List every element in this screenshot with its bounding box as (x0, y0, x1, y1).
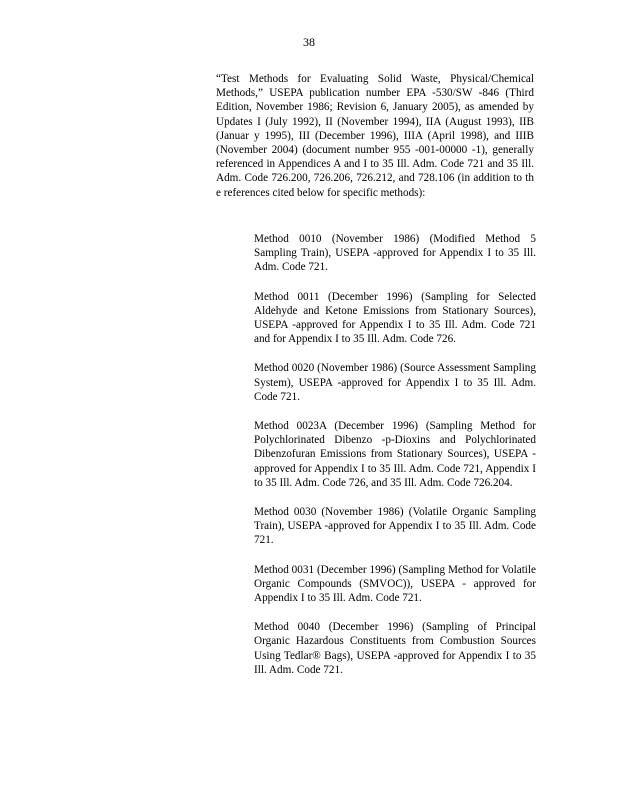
method-paragraph: Method 0040 (December 1996) (Sampling of Principal Organic Hazardous Constituents from Combustion Sources Using Tedlar® Bags), USEPA -approved for Appendix I to 35 Ill. Adm. Code 721. (254, 621, 536, 676)
method-paragraph: Method 0011 (December 1996) (Sampling for Selected Aldehyde and Ketone Emissions from Stationary Sources), USEPA -approved for Appendix I to 35 Ill. Adm. Code 721 and for Appendix I to 35 Ill. Adm. Code 726. (254, 290, 536, 346)
intro-paragraph: “Test Methods for Evaluating Solid Waste, Physical/Chemical Methods,” USEPA publication number EPA -530/SW -846 (Third Edition, November 1986; Revision 6, January 2005), as amended by Updates I (July 1992), II (November 1994), IIA (August 1993), IIB (Januar y 1995), III (December 1996), IIIA (April 1998), and IIIB (November 2004) (document number 955 -001-00000 -1), generally referenced in Appendices A and I to 35 Ill. Adm. Code 721 and 35 Ill. Adm. Code 726.200, 726.206, 726.212, and 728.106 (in addition to th e references cited below for specific methods): (216, 73, 534, 199)
method-paragraph: Method 0031 (December 1996) (Sampling Method for Volatile Organic Compounds (SMVOC)), USEPA - approved for Appendix I to 35 Ill. Adm. Code 721. (254, 563, 536, 605)
page-number: 38 (303, 35, 315, 49)
method-paragraph: Method 0020 (November 1986) (Source Assessment Sampling System), USEPA -approved for Appendix I to 35 Ill. Adm. Code 721. (254, 362, 536, 403)
method-paragraph: Method 0010 (November 1986) (Modified Method 5 Sampling Train), USEPA -approved for Appendix I to 35 Ill. Adm. Code 721. (254, 233, 536, 274)
methods-list (254, 232, 536, 692)
method-paragraph: Method 0023A (December 1996) (Sampling Method for Polychlorinated Dibenzo -p-Dioxins and Polychlorinated Dibenzofuran Emissions from Stationary Sources), USEPA -approved for Appendix I to 35 Ill. Adm. Code 721, Appendix I to 35 Ill. Adm. Code 726, and 35 Ill. Adm. Code 726.204. (254, 420, 536, 489)
method-paragraph: Method 0030 (November 1986) (Volatile Organic Sampling Train), USEPA -approved for Appendix I to 35 Ill. Adm. Code 721. (254, 506, 536, 547)
